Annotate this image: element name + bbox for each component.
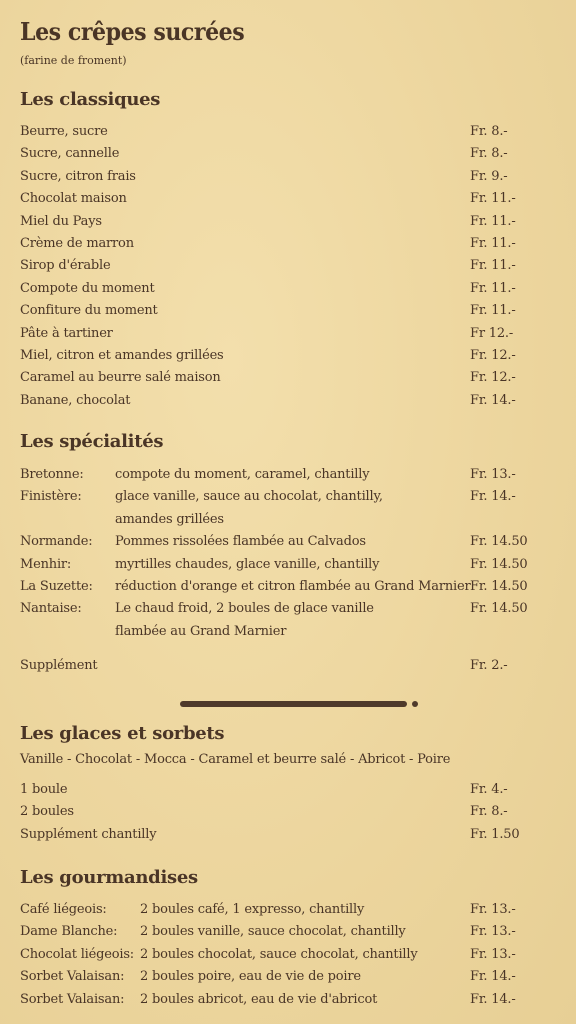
specialite-description: flambée au Grand Marnier — [115, 623, 287, 639]
classique-item-name: Sucre, citron frais — [20, 168, 136, 184]
specialite-name: Menhir: — [20, 556, 72, 572]
supplement-price: Fr. 2.- — [470, 658, 508, 673]
page-subtitle: (farine de froment) — [20, 54, 127, 67]
classique-item-name: Miel, citron et amandes grillées — [20, 348, 224, 363]
page-title: Les crêpes sucrées — [20, 17, 245, 46]
section-divider — [180, 701, 407, 707]
specialite-description: Pommes rissolées flambée au Calvados — [115, 534, 366, 550]
gourmandise-description: 2 boules poire, eau de vie de poire — [140, 969, 361, 985]
specialite-name: Bretonne: — [20, 467, 84, 482]
classique-item-name: Sucre, cannelle — [20, 146, 120, 162]
glace-item-name: 1 boule — [20, 782, 68, 797]
classique-item-price: Fr 12.- — [470, 325, 514, 341]
specialite-description: myrtilles chaudes, glace vanille, chantilly — [115, 556, 380, 572]
classique-item-name: Crème de marron — [20, 236, 134, 251]
classique-item-price: Fr. 11.- — [470, 236, 516, 251]
gourmandise-name: Chocolat liégeois: — [20, 946, 134, 962]
glace-item-name: 2 boules — [20, 804, 74, 820]
specialite-description: réduction d'orange et citron flambée au Grand Marnier — [115, 579, 471, 594]
classique-item-name: Beurre, sucre — [20, 124, 108, 139]
specialite-name: Finistère: — [20, 489, 82, 505]
classique-item-name: Confiture du moment — [20, 303, 158, 319]
classique-item-price: Fr. 9.- — [470, 168, 508, 184]
gourmandise-description: 2 boules chocolat, sauce chocolat, chantilly — [140, 946, 418, 962]
gourmandise-name: Dame Blanche: — [20, 924, 118, 940]
gourmandise-name: Sorbet Valaisan: — [20, 991, 125, 1007]
supplement-name: Supplément — [20, 658, 98, 673]
classique-item-price: Fr. 8.- — [470, 124, 508, 139]
classique-item-price: Fr. 11.- — [470, 303, 516, 319]
specialite-description: compote du moment, caramel, chantilly — [115, 467, 370, 482]
specialite-price: Fr. 14.50 — [470, 556, 528, 572]
classique-item-name: Compote du moment — [20, 280, 155, 296]
section-heading-specialites: Les spécialités — [20, 431, 164, 452]
gourmandise-price: Fr. 14.- — [470, 991, 516, 1007]
classique-item-price: Fr. 11.- — [470, 191, 516, 207]
classique-item-price: Fr. 8.- — [470, 146, 508, 162]
classique-item-name: Caramel au beurre salé maison — [20, 370, 221, 386]
classique-item-name: Chocolat maison — [20, 191, 127, 207]
specialite-description: Le chaud froid, 2 boules de glace vanille — [115, 601, 374, 617]
gourmandise-price: Fr. 13.- — [470, 902, 516, 917]
glace-item-name: Supplément chantilly — [20, 826, 157, 842]
specialite-name: Normande: — [20, 534, 93, 550]
specialite-price: Fr. 14.- — [470, 489, 516, 505]
gourmandise-name: Sorbet Valaisan: — [20, 969, 125, 985]
specialite-price: Fr. 14.50 — [470, 579, 528, 594]
classique-item-name: Pâte à tartiner — [20, 325, 113, 341]
glace-item-price: Fr. 8.- — [470, 804, 508, 820]
classique-item-name: Banane, chocolat — [20, 392, 131, 408]
specialite-price: Fr. 14.50 — [470, 601, 528, 617]
gourmandise-description: 2 boules abricot, eau de vie d'abricot — [140, 991, 378, 1007]
gourmandise-price: Fr. 13.- — [470, 924, 516, 940]
specialite-name: La Suzette: — [20, 579, 93, 594]
classique-item-name: Sirop d'érable — [20, 258, 111, 274]
section-heading-glaces: Les glaces et sorbets — [20, 723, 225, 744]
specialite-name: Nantaise: — [20, 601, 82, 617]
specialite-description: glace vanille, sauce au chocolat, chantilly, — [115, 489, 383, 505]
gourmandise-name: Café liégeois: — [20, 902, 107, 917]
gourmandise-description: 2 boules café, 1 expresso, chantilly — [140, 902, 365, 917]
gourmandise-price: Fr. 14.- — [470, 969, 516, 985]
classique-item-price: Fr. 14.- — [470, 392, 516, 408]
glaces-flavors: Vanille - Chocolat - Mocca - Caramel et beurre salé - Abricot - Poire — [20, 752, 451, 767]
glace-item-price: Fr. 1.50 — [470, 826, 520, 842]
section-heading-gourmandises: Les gourmandises — [20, 867, 198, 888]
glace-item-price: Fr. 4.- — [470, 782, 508, 797]
gourmandise-description: 2 boules vanille, sauce chocolat, chantilly — [140, 924, 406, 940]
classique-item-price: Fr. 11.- — [470, 258, 516, 274]
section-heading-classiques: Les classiques — [20, 89, 161, 110]
classique-item-price: Fr. 12.- — [470, 370, 516, 386]
classique-item-price: Fr. 11.- — [470, 280, 516, 296]
gourmandise-price: Fr. 13.- — [470, 946, 516, 962]
classique-item-name: Miel du Pays — [20, 213, 102, 229]
specialite-price: Fr. 14.50 — [470, 534, 528, 550]
section-divider-dot — [412, 701, 418, 707]
classique-item-price: Fr. 11.- — [470, 213, 516, 229]
specialite-description: amandes grillées — [115, 511, 224, 527]
specialite-price: Fr. 13.- — [470, 467, 516, 482]
classique-item-price: Fr. 12.- — [470, 348, 516, 363]
